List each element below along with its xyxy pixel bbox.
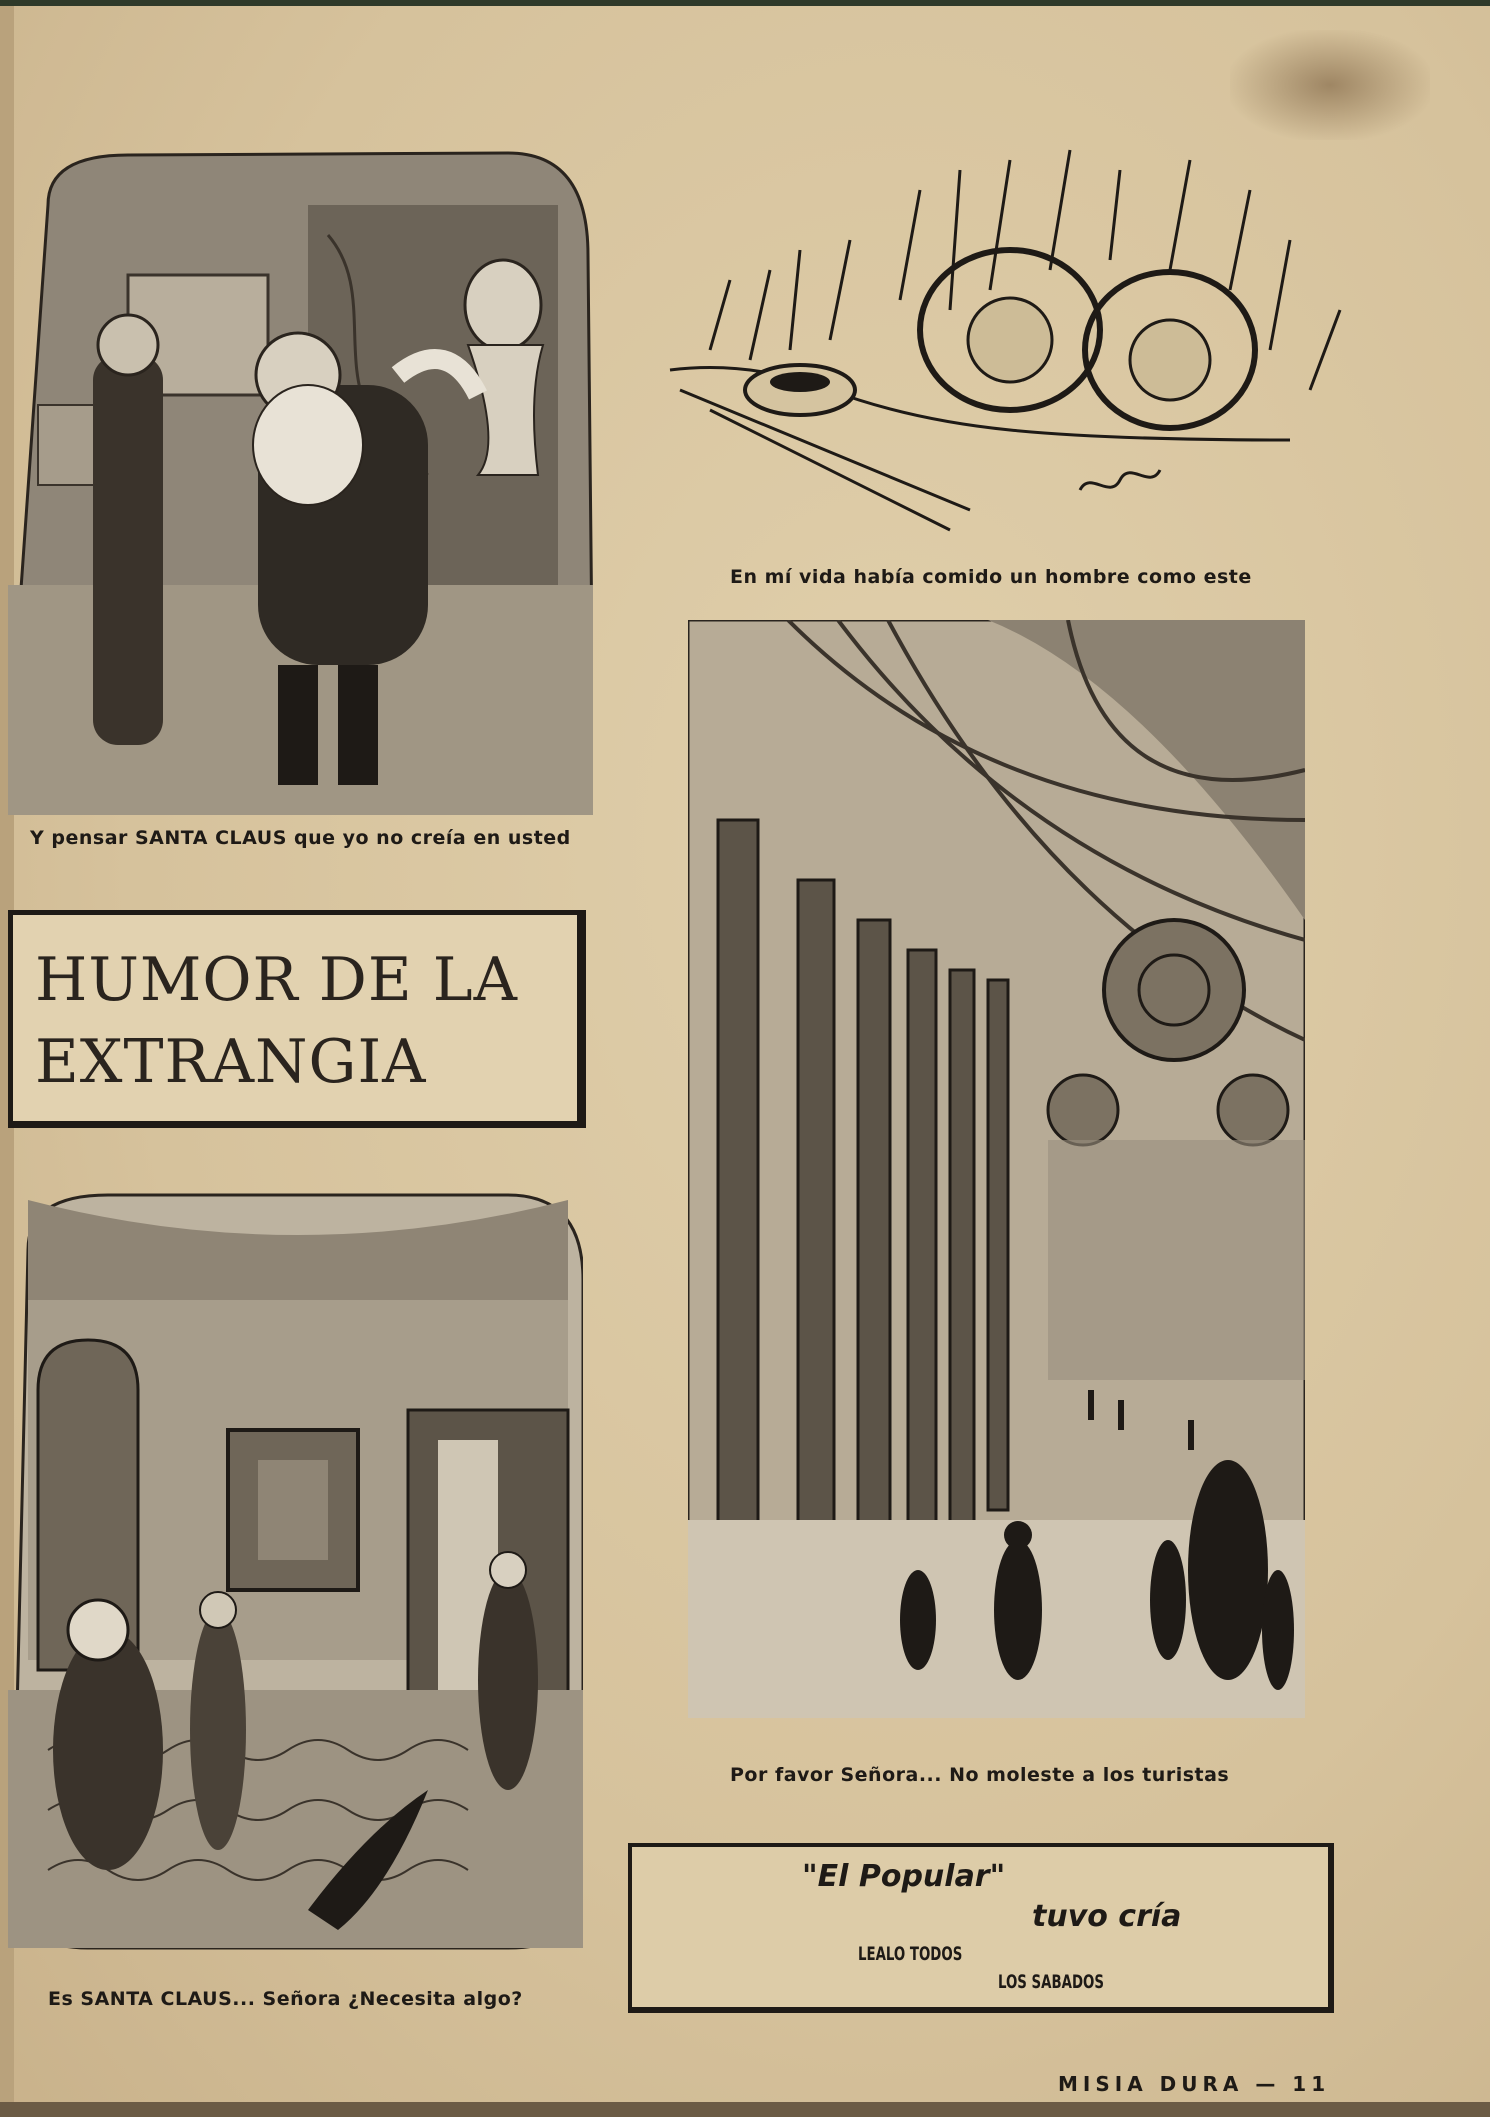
section-title-line-1: HUMOR DE LA (35, 945, 518, 1015)
page-footer: MISIA DURA — 11 (1058, 2072, 1331, 2096)
cartoon-cathedral (688, 620, 1305, 1718)
cartoon-lions (650, 130, 1350, 550)
section-title-line-2: EXTRANGIA (35, 1027, 427, 1097)
caption-lions: En mí vida había comido un hombre como este (730, 566, 1252, 588)
ad-saturdays: LOS SABADOS (998, 1971, 1104, 1993)
caption-santa-door: Es SANTA CLAUS... Señora ¿Necesita algo? (48, 1988, 523, 2010)
cartoon-santa-door (8, 1190, 583, 1950)
page-bottom-edge (0, 2102, 1490, 2117)
section-title-box (8, 910, 586, 1128)
el-popular-ad (628, 1843, 1334, 2013)
caption-santa-intro: Y pensar SANTA CLAUS que yo no creía en usted (30, 827, 571, 849)
ad-read-all: LEALO TODOS (858, 1943, 963, 1965)
paper-stain (1230, 30, 1430, 140)
ad-title: "El Popular" (802, 1859, 1006, 1894)
ad-subtitle: tuvo cría (1032, 1899, 1182, 1934)
cartoon-santa-living-room (8, 145, 593, 815)
caption-cathedral: Por favor Señora... No moleste a los turistas (730, 1764, 1230, 1786)
page-top-edge (0, 0, 1490, 6)
